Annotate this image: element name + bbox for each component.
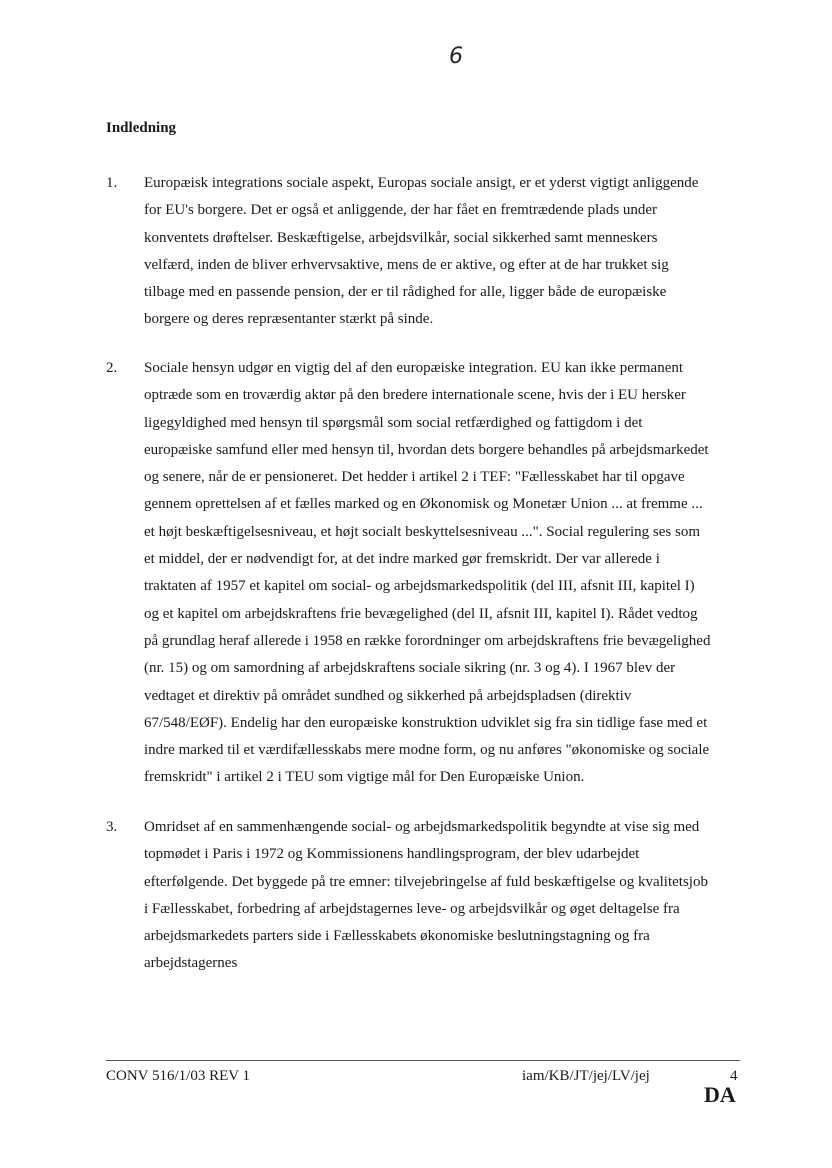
paragraph-line: efterfølgende. Det byggede på tre emner: tilvejebringelse af fuld beskæftigelse og kvalitetsjob bbox=[144, 873, 708, 890]
section-heading: Indledning bbox=[106, 120, 177, 136]
footer-language-code: DA bbox=[704, 1082, 736, 1107]
paragraph-line: tilbage med en passende pension, der er til rådighed for alle, ligger både de europæiske bbox=[144, 284, 667, 301]
paragraph-line: og et kapitel om arbejdskraftens frie bevægelighed (del II, afsnit III, kapitel I). Rådet vedtog bbox=[144, 605, 698, 622]
paragraph-3 bbox=[106, 814, 728, 978]
handwritten-page-number: 6 bbox=[449, 44, 463, 69]
paragraph-line: fremskridt" i artikel 2 i TEU som vigtige mål for Den Europæiske Union. bbox=[144, 769, 585, 786]
paragraph-line: vedtaget et direktiv på området sundhed og sikkerhed på arbejdspladsen (direktiv bbox=[144, 687, 632, 704]
paragraph-line: traktaten af 1957 et kapitel om social- og arbejdsmarkedspolitik (del III, afsnit III, kapitel I) bbox=[144, 578, 695, 595]
footer-doc-reference: CONV 516/1/03 REV 1 bbox=[106, 1068, 251, 1084]
paragraph-line: konventets drøftelser. Beskæftigelse, arbejdsvilkår, social sikkerhed samt menneskers bbox=[144, 229, 658, 246]
paragraph-line: gennem oprettelsen af et fælles marked og en Økonomisk og Monetær Union ... at fremme ... bbox=[144, 496, 703, 513]
paragraph-line: et middel, der er nødvendigt for, at det indre marked gør fremskridt. Der var allerede i bbox=[144, 551, 660, 568]
paragraph-line: indre marked til et værdifællesskabs mere modne form, og nu anføres "økonomiske og sociale bbox=[144, 742, 710, 759]
paragraph-line: ligegyldighed med hensyn til spørgsmål som social retfærdighed og fattigdom i det bbox=[144, 414, 643, 431]
paragraph-line: for EU's borgere. Det er også et anliggende, der har fået en fremtrædende plads under bbox=[144, 202, 658, 219]
paragraph-line: i Fællesskabet, forbedring af arbejdstagernes leve- og arbejdsvilkår og øget deltagelse fra bbox=[144, 900, 680, 917]
paragraph-line: topmødet i Paris i 1972 og Kommissionens handlingsprogram, der blev udarbejdet bbox=[144, 846, 640, 863]
footer-divider bbox=[106, 1060, 740, 1061]
paragraph-line: velfærd, inden de bliver erhvervsaktive, mens de er aktive, og efter at de har trukket sig bbox=[144, 256, 669, 273]
paragraph-line: optræde som en troværdig aktør på den bredere internationale scene, hvis der i EU hersker bbox=[144, 387, 686, 404]
paragraph-line: på grundlag heraf allerede i 1958 en række forordninger om arbejdskraftens frie bevægelighed bbox=[144, 632, 711, 649]
paragraph-line: et højt beskæftigelsesniveau, et højt socialt beskyttelsesniveau ...". Social regulering ses som bbox=[144, 523, 701, 540]
footer-initials: iam/KB/JT/jej/LV/jej bbox=[522, 1068, 650, 1084]
paragraph-line: arbejdstagernes bbox=[144, 955, 238, 972]
paragraph-line: Omridset af en sammenhængende social- og arbejdsmarkedspolitik begyndte at vise sig med bbox=[144, 819, 700, 835]
paragraph-line: Europæisk integrations sociale aspekt, Europas sociale ansigt, er et yderst vigtigt anliggende bbox=[144, 175, 699, 191]
paragraph-line: og senere, når de er pensioneret. Det hedder i artikel 2 i TEF: "Fællesskabet har til opgave bbox=[144, 469, 685, 486]
paragraph-line: (nr. 15) og om samordning af arbejdskraftens sociale sikring (nr. 3 og 4). I 1967 blev der bbox=[144, 660, 676, 677]
paragraph-line: borgere og deres repræsentanter stærkt på sinde. bbox=[144, 311, 434, 328]
paragraph-number: 3. bbox=[106, 819, 118, 835]
paragraph-line: Sociale hensyn udgør en vigtig del af den europæiske integration. EU kan ikke permanent bbox=[144, 360, 684, 376]
paragraph-line: 67/548/EØF). Endelig har den europæiske konstruktion udviklet sig fra sin tidlige fase med et bbox=[144, 714, 708, 731]
footer-page-number: 4 bbox=[730, 1068, 738, 1084]
paragraph-2 bbox=[106, 355, 728, 792]
paragraph-number: 1. bbox=[106, 175, 118, 191]
paragraph-1 bbox=[106, 170, 728, 334]
paragraph-line: arbejdsmarkedets parters side i Fællesskabets økonomiske beslutningstagning og fra bbox=[144, 928, 650, 945]
paragraph-line: europæiske samfund eller med hensyn til, hvordan dets borgere behandles på arbejdsmarkedet bbox=[144, 441, 709, 458]
paragraph-number: 2. bbox=[106, 360, 118, 376]
